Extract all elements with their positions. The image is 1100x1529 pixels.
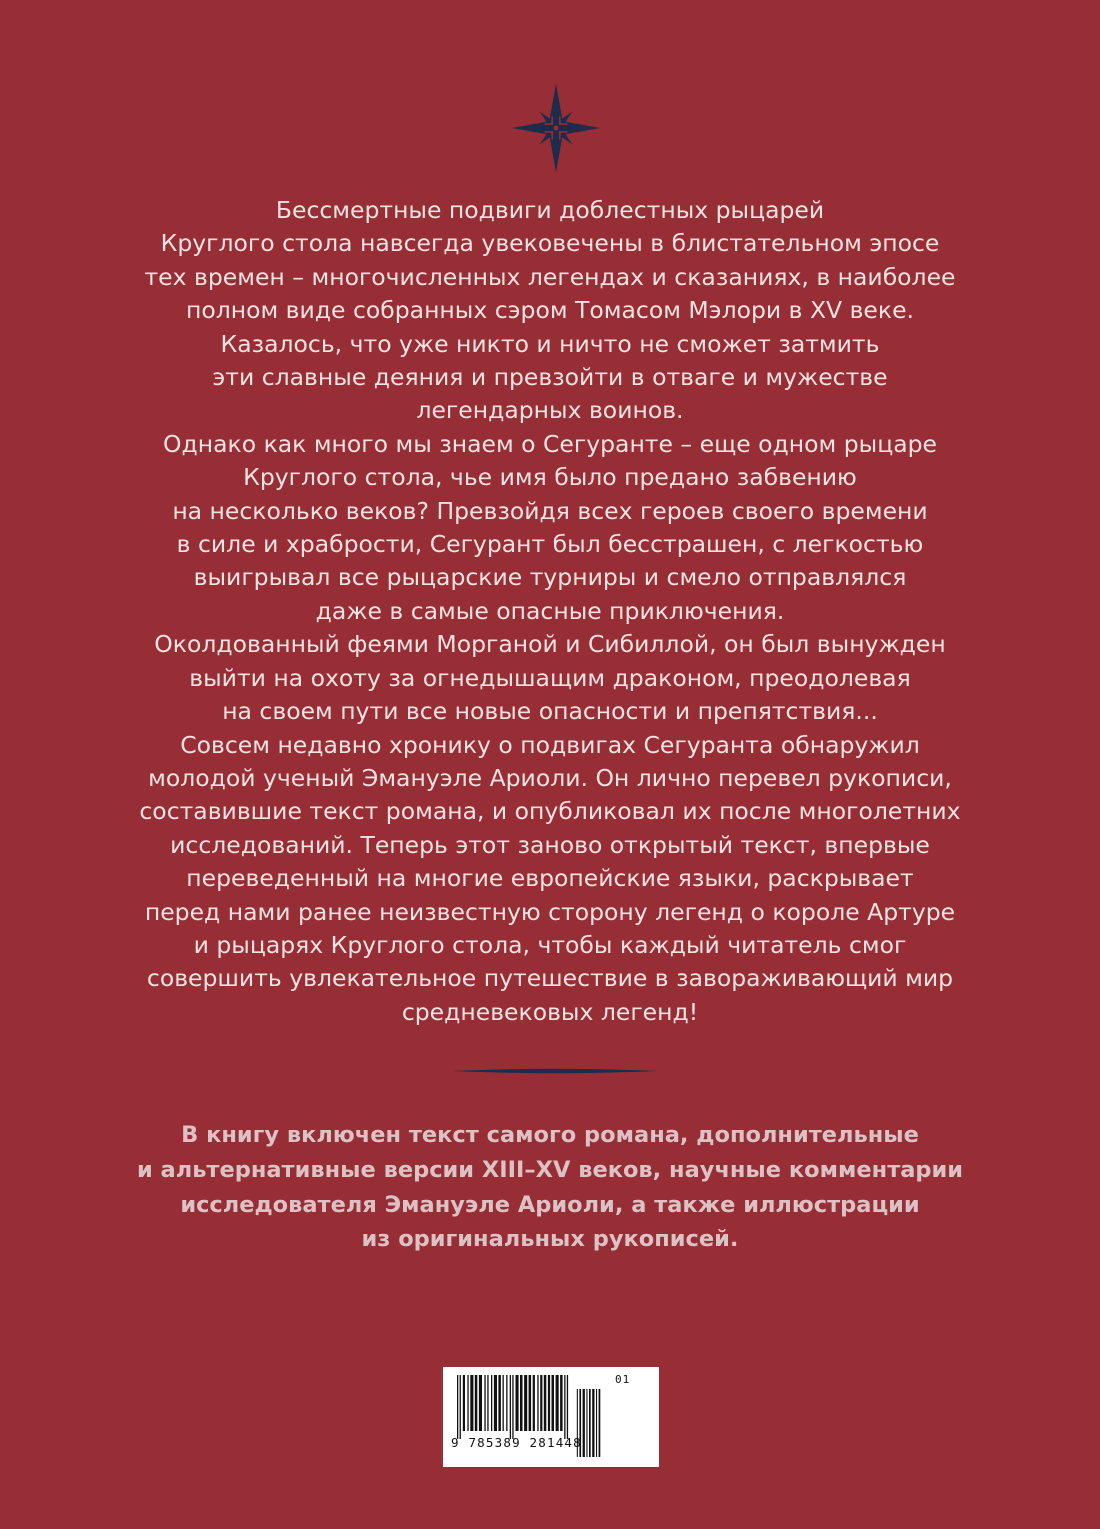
isbn-barcode [443,1367,659,1467]
note-line: исследователя Эмануэле Ариоли, а также иллюстрации [180,1191,920,1218]
description-line: Круглого стола, чье имя было предано забвению [243,463,857,492]
description-line: переведенный на многие европейские языки, раскрывает [186,864,914,893]
barcode-bar [529,1375,532,1431]
barcode-bar [498,1375,501,1431]
description-line: эти славные деяния и превзойти в отваге и мужестве [212,363,888,392]
description-line: выигрывал все рыцарские турниры и смело отправлялся [193,563,907,592]
barcode-bar [491,1375,492,1431]
description-line: Околдованный феями Морганой и Сибиллой, он был вынужден [154,630,946,659]
isbn-number: 9 785389 281448 [451,1435,582,1450]
description-line: тех времен – многочисленных легендах и сказаниях, в наиболее [144,262,956,291]
description-line: Однако как много мы знаем о Сегуранте – еще одном рыцаре [163,429,937,458]
barcode-bar [506,1375,507,1431]
barcode-bar [544,1375,547,1431]
note-line: из оригинальных рукописей. [361,1226,739,1253]
description-line: Казалось, что уже никто и ничто не сможет затмить [220,329,880,358]
barcode-bar [460,1375,461,1439]
barcode-bar [524,1375,527,1431]
description-line: в силе и храбрости, Сегурант был бесстрашен, с легкостью [176,530,924,559]
barcode-bar [510,1375,511,1439]
barcode-bar [567,1375,568,1439]
barcode-bar [520,1375,523,1431]
barcode-bar [457,1375,458,1439]
barcode-bar [592,1389,594,1457]
note-line: и альтернативные версии XIII–XV веков, научные комментарии [136,1156,964,1183]
description-line: на несколько веков? Превзойдя всех героев своего времени [172,496,928,525]
isbn-addon-number: 01 [615,1373,631,1386]
barcode-bar [503,1375,504,1431]
barcode-bar [552,1375,555,1431]
contents-note [110,1118,990,1257]
barcode-bar [470,1375,473,1431]
barcode-bar [484,1375,485,1431]
description-line: даже в самые опасные приключения. [315,596,785,625]
barcode-bar [533,1375,535,1431]
barcode-bar [467,1375,468,1431]
description-line: перед нами ранее неизвестную сторону легенд о короле Артуре [144,897,956,926]
barcode-bar [479,1375,482,1431]
barcode-bar [540,1375,542,1431]
barcode-bar [556,1375,559,1431]
barcode-bar [596,1389,597,1457]
barcode-bar [516,1375,519,1431]
barcode-bar [599,1389,601,1457]
barcode-bar [494,1375,497,1431]
barcode-bar [583,1389,585,1457]
compass-star-icon [508,80,604,176]
description-line: Круглого стола навсегда увековечены в блистательном эпосе [160,229,940,258]
description-line: выйти на охоту за огнедышащим драконом, преодолевая [189,663,911,692]
description-line: средневековых легенд! [401,997,699,1026]
description-line: полном виде собранных сэром Томасом Мэлори в XV веке. [185,296,915,325]
description-line: легендарных воинов. [416,396,684,425]
divider-line [450,1066,660,1076]
barcode-bar [463,1375,465,1431]
barcode-bar [589,1389,591,1457]
barcode-bar [564,1375,565,1439]
barcode-bar [560,1375,563,1431]
description-line: исследований. Теперь этот заново открытый текст, впервые [170,830,930,859]
description-line: совершить увлекательное путешествие в завораживающий мир [146,964,954,993]
description-line: молодой ученый Эмануэле Ариоли. Он лично перевел рукописи, [148,763,952,792]
description-line: и рыцарях Круглого стола, чтобы каждый читатель смог [193,930,907,959]
description-text [110,194,990,1029]
description-line: Совсем недавно хронику о подвигах Сегуранта обнаружил [180,730,920,759]
barcode-bar [537,1375,538,1431]
note-line: В книгу включен текст самого романа, дополнительные [181,1122,919,1148]
description-line: на своем пути все новые опасности и препятствия... [222,697,878,726]
barcode-bar [475,1375,478,1431]
barcode-bar [586,1389,587,1457]
barcode-bar [512,1375,513,1439]
description-line: Бессмертные подвиги доблестных рыцарей [275,196,825,224]
barcode-bar [487,1375,488,1431]
barcode-bar [548,1375,550,1431]
description-line: составившие текст романа, и опубликовал их после многолетних [139,797,961,826]
